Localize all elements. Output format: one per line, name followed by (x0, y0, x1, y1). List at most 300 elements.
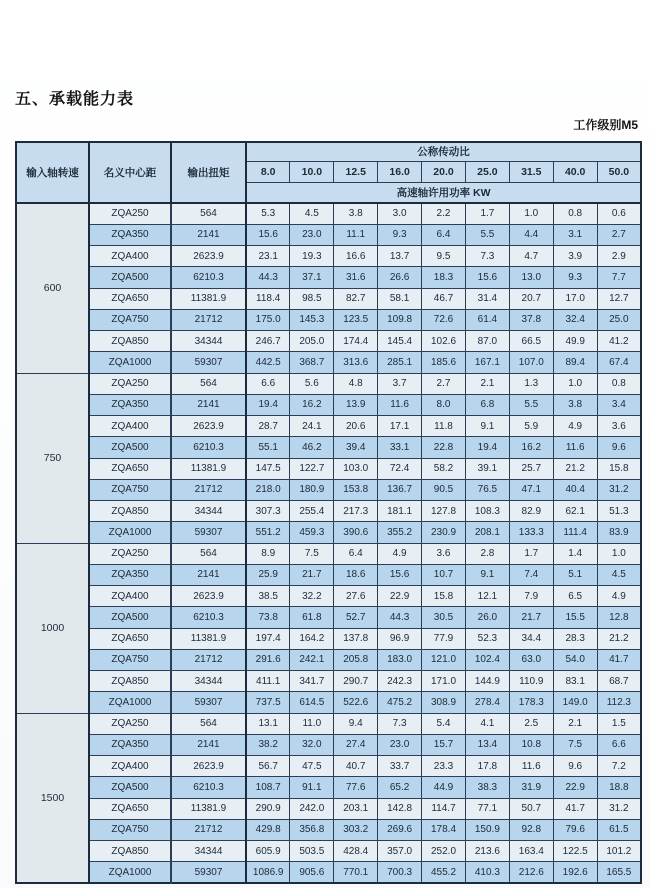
power-value-cell: 180.9 (290, 479, 334, 500)
power-value-cell: 16.6 (334, 246, 378, 267)
power-value-cell: 303.2 (334, 819, 378, 840)
power-value-cell: 58.2 (422, 458, 466, 479)
power-value-cell: 213.6 (465, 841, 509, 862)
power-value-cell: 8.9 (246, 543, 290, 564)
power-value-cell: 6.4 (334, 543, 378, 564)
power-value-cell: 3.6 (597, 416, 641, 437)
power-value-cell: 33.7 (378, 756, 422, 777)
power-value-cell: 16.2 (509, 437, 553, 458)
output-torque-cell: 21712 (171, 649, 246, 670)
power-value-cell: 181.1 (378, 501, 422, 522)
power-value-cell: 22.9 (378, 586, 422, 607)
model-cell: ZQA750 (89, 819, 171, 840)
power-value-cell: 2.5 (509, 713, 553, 734)
power-value-cell: 72.6 (422, 309, 466, 330)
power-value-cell: 308.9 (422, 692, 466, 713)
power-value-cell: 58.1 (378, 288, 422, 309)
power-value-cell: 17.0 (553, 288, 597, 309)
model-cell: ZQA1000 (89, 862, 171, 883)
power-value-cell: 49.9 (553, 331, 597, 352)
power-value-cell: 32.2 (290, 586, 334, 607)
power-value-cell: 218.0 (246, 479, 290, 500)
power-value-cell: 9.3 (378, 224, 422, 245)
table-row (16, 373, 641, 394)
power-value-cell: 4.9 (378, 543, 422, 564)
power-value-cell: 411.1 (246, 671, 290, 692)
power-value-cell: 10.7 (422, 564, 466, 585)
power-value-cell: 291.6 (246, 649, 290, 670)
output-torque-cell: 21712 (171, 819, 246, 840)
table-row (16, 649, 641, 670)
power-value-cell: 18.8 (597, 777, 641, 798)
power-value-cell: 5.5 (509, 394, 553, 415)
power-value-cell: 9.1 (465, 564, 509, 585)
header-output-torque: 输出扭矩 (171, 142, 246, 203)
power-value-cell: 127.8 (422, 501, 466, 522)
output-torque-cell: 2623.9 (171, 586, 246, 607)
table-row (16, 756, 641, 777)
power-value-cell: 307.3 (246, 501, 290, 522)
power-value-cell: 5.5 (465, 224, 509, 245)
table-row (16, 352, 641, 373)
power-value-cell: 109.8 (378, 309, 422, 330)
output-torque-cell: 59307 (171, 692, 246, 713)
power-value-cell: 0.8 (597, 373, 641, 394)
power-value-cell: 3.8 (553, 394, 597, 415)
power-value-cell: 203.1 (334, 798, 378, 819)
power-value-cell: 122.7 (290, 458, 334, 479)
power-value-cell: 41.7 (553, 798, 597, 819)
output-torque-cell: 564 (171, 713, 246, 734)
ratio-header-cell: 50.0 (597, 161, 641, 182)
power-value-cell: 1.0 (553, 373, 597, 394)
model-cell: ZQA650 (89, 458, 171, 479)
power-value-cell: 122.5 (553, 841, 597, 862)
power-value-cell: 63.0 (509, 649, 553, 670)
ratio-header-cell: 31.5 (509, 161, 553, 182)
power-value-cell: 163.4 (509, 841, 553, 862)
power-value-cell: 68.7 (597, 671, 641, 692)
power-value-cell: 102.6 (422, 331, 466, 352)
power-value-cell: 26.6 (378, 267, 422, 288)
power-value-cell: 905.6 (290, 862, 334, 883)
power-value-cell: 47.1 (509, 479, 553, 500)
power-value-cell: 0.6 (597, 203, 641, 224)
power-value-cell: 178.3 (509, 692, 553, 713)
power-value-cell: 183.0 (378, 649, 422, 670)
power-value-cell: 15.8 (422, 586, 466, 607)
model-cell: ZQA650 (89, 288, 171, 309)
output-torque-cell: 6210.3 (171, 267, 246, 288)
power-value-cell: 15.6 (465, 267, 509, 288)
power-value-cell: 39.1 (465, 458, 509, 479)
power-value-cell: 136.7 (378, 479, 422, 500)
power-value-cell: 98.5 (290, 288, 334, 309)
power-value-cell: 87.0 (465, 331, 509, 352)
output-torque-cell: 2141 (171, 394, 246, 415)
power-value-cell: 133.3 (509, 522, 553, 543)
output-torque-cell: 2623.9 (171, 246, 246, 267)
power-value-cell: 108.3 (465, 501, 509, 522)
model-cell: ZQA850 (89, 841, 171, 862)
power-value-cell: 217.3 (334, 501, 378, 522)
power-value-cell: 23.1 (246, 246, 290, 267)
table-row (16, 309, 641, 330)
power-value-cell: 442.5 (246, 352, 290, 373)
power-value-cell: 123.5 (334, 309, 378, 330)
power-value-cell: 4.7 (509, 246, 553, 267)
table-row (16, 394, 641, 415)
power-value-cell: 40.4 (553, 479, 597, 500)
power-value-cell: 6.6 (246, 373, 290, 394)
power-value-cell: 25.0 (597, 309, 641, 330)
output-torque-cell: 59307 (171, 522, 246, 543)
power-value-cell: 28.7 (246, 416, 290, 437)
model-cell: ZQA1000 (89, 522, 171, 543)
power-value-cell: 7.2 (597, 756, 641, 777)
power-value-cell: 39.4 (334, 437, 378, 458)
power-value-cell: 9.6 (597, 437, 641, 458)
power-value-cell: 2.1 (465, 373, 509, 394)
power-value-cell: 7.3 (465, 246, 509, 267)
output-torque-cell: 6210.3 (171, 777, 246, 798)
output-torque-cell: 6210.3 (171, 437, 246, 458)
power-value-cell: 737.5 (246, 692, 290, 713)
power-value-cell: 4.1 (465, 713, 509, 734)
power-value-cell: 285.1 (378, 352, 422, 373)
power-value-cell: 341.7 (290, 671, 334, 692)
power-value-cell: 15.7 (422, 734, 466, 755)
table-row (16, 288, 641, 309)
power-value-cell: 40.7 (334, 756, 378, 777)
power-value-cell: 82.7 (334, 288, 378, 309)
model-cell: ZQA1000 (89, 692, 171, 713)
power-value-cell: 107.0 (509, 352, 553, 373)
power-value-cell: 290.9 (246, 798, 290, 819)
table-row (16, 671, 641, 692)
ratio-header-cell: 12.5 (334, 161, 378, 182)
ratio-header-cell: 40.0 (553, 161, 597, 182)
power-value-cell: 118.4 (246, 288, 290, 309)
power-value-cell: 15.5 (553, 607, 597, 628)
power-value-cell: 67.4 (597, 352, 641, 373)
power-value-cell: 56.7 (246, 756, 290, 777)
power-value-cell: 2.8 (465, 543, 509, 564)
power-value-cell: 82.9 (509, 501, 553, 522)
power-value-cell: 197.4 (246, 628, 290, 649)
power-value-cell: 44.3 (246, 267, 290, 288)
power-value-cell: 22.9 (553, 777, 597, 798)
power-value-cell: 102.4 (465, 649, 509, 670)
model-cell: ZQA350 (89, 734, 171, 755)
power-value-cell: 8.0 (422, 394, 466, 415)
table-row (16, 862, 641, 883)
power-value-cell: 6.6 (597, 734, 641, 755)
header-center-distance: 名义中心距 (89, 142, 171, 203)
power-value-cell: 1.4 (553, 543, 597, 564)
power-value-cell: 54.0 (553, 649, 597, 670)
model-cell: ZQA250 (89, 713, 171, 734)
table-row (16, 437, 641, 458)
power-value-cell: 142.8 (378, 798, 422, 819)
power-value-cell: 31.6 (334, 267, 378, 288)
power-value-cell: 503.5 (290, 841, 334, 862)
power-value-cell: 9.3 (553, 267, 597, 288)
power-value-cell: 175.0 (246, 309, 290, 330)
power-value-cell: 255.4 (290, 501, 334, 522)
input-speed-cell: 1500 (16, 713, 89, 883)
table-row (16, 777, 641, 798)
power-value-cell: 700.3 (378, 862, 422, 883)
power-value-cell: 32.4 (553, 309, 597, 330)
power-value-cell: 12.8 (597, 607, 641, 628)
power-value-cell: 144.9 (465, 671, 509, 692)
power-value-cell: 1.5 (597, 713, 641, 734)
page-title: 五、承载能力表 (15, 91, 135, 108)
power-value-cell: 91.1 (290, 777, 334, 798)
power-value-cell: 7.3 (378, 713, 422, 734)
power-value-cell: 19.4 (465, 437, 509, 458)
power-value-cell: 38.3 (465, 777, 509, 798)
power-value-cell: 205.8 (334, 649, 378, 670)
power-value-cell: 41.7 (597, 649, 641, 670)
power-value-cell: 11.0 (290, 713, 334, 734)
output-torque-cell: 11381.9 (171, 798, 246, 819)
power-value-cell: 13.7 (378, 246, 422, 267)
power-value-cell: 355.2 (378, 522, 422, 543)
power-value-cell: 153.8 (334, 479, 378, 500)
power-value-cell: 212.6 (509, 862, 553, 883)
power-value-cell: 79.6 (553, 819, 597, 840)
table-row (16, 543, 641, 564)
power-value-cell: 21.7 (509, 607, 553, 628)
table-row (16, 224, 641, 245)
table-row (16, 331, 641, 352)
power-value-cell: 11.8 (422, 416, 466, 437)
power-value-cell: 410.3 (465, 862, 509, 883)
header-power-note: 高速轴许用功率 KW (246, 182, 641, 203)
power-value-cell: 5.6 (290, 373, 334, 394)
power-value-cell: 37.8 (509, 309, 553, 330)
output-torque-cell: 11381.9 (171, 458, 246, 479)
table-row (16, 564, 641, 585)
power-value-cell: 92.8 (509, 819, 553, 840)
power-value-cell: 17.8 (465, 756, 509, 777)
model-cell: ZQA500 (89, 437, 171, 458)
power-value-cell: 46.7 (422, 288, 466, 309)
power-value-cell: 137.8 (334, 628, 378, 649)
header-input-speed: 输入轴转速 (16, 142, 89, 203)
power-value-cell: 23.0 (290, 224, 334, 245)
model-cell: ZQA400 (89, 416, 171, 437)
power-value-cell: 11.1 (334, 224, 378, 245)
power-value-cell: 25.7 (509, 458, 553, 479)
table-row (16, 607, 641, 628)
table-row (16, 586, 641, 607)
power-value-cell: 3.7 (378, 373, 422, 394)
power-value-cell: 24.1 (290, 416, 334, 437)
power-value-cell: 3.8 (334, 203, 378, 224)
power-value-cell: 23.3 (422, 756, 466, 777)
power-value-cell: 11.6 (378, 394, 422, 415)
power-value-cell: 19.3 (290, 246, 334, 267)
model-cell: ZQA350 (89, 564, 171, 585)
ratio-header-cell: 20.0 (422, 161, 466, 182)
power-value-cell: 7.5 (553, 734, 597, 755)
power-value-cell: 11.6 (553, 437, 597, 458)
power-value-cell: 7.5 (290, 543, 334, 564)
power-value-cell: 27.6 (334, 586, 378, 607)
power-value-cell: 2.2 (422, 203, 466, 224)
power-value-cell: 20.6 (334, 416, 378, 437)
input-speed-cell: 750 (16, 373, 89, 543)
power-value-cell: 145.4 (378, 331, 422, 352)
power-value-cell: 242.1 (290, 649, 334, 670)
power-value-cell: 62.1 (553, 501, 597, 522)
power-value-cell: 101.2 (597, 841, 641, 862)
power-value-cell: 1.0 (597, 543, 641, 564)
power-value-cell: 23.0 (378, 734, 422, 755)
header-nominal-ratio: 公称传动比 (246, 142, 641, 161)
power-value-cell: 171.0 (422, 671, 466, 692)
power-value-cell: 4.9 (553, 416, 597, 437)
table-row (16, 458, 641, 479)
power-value-cell: 13.9 (334, 394, 378, 415)
ratio-header-cell: 16.0 (378, 161, 422, 182)
power-value-cell: 147.5 (246, 458, 290, 479)
table-row (16, 819, 641, 840)
power-value-cell: 77.9 (422, 628, 466, 649)
power-value-cell: 5.1 (553, 564, 597, 585)
table-row (16, 734, 641, 755)
power-value-cell: 110.9 (509, 671, 553, 692)
power-value-cell: 290.7 (334, 671, 378, 692)
power-value-cell: 3.1 (553, 224, 597, 245)
power-value-cell: 269.6 (378, 819, 422, 840)
table-row (16, 713, 641, 734)
table-body (16, 203, 641, 883)
table-row (16, 479, 641, 500)
model-cell: ZQA850 (89, 671, 171, 692)
power-value-cell: 9.6 (553, 756, 597, 777)
power-value-cell: 17.1 (378, 416, 422, 437)
power-value-cell: 111.4 (553, 522, 597, 543)
model-cell: ZQA750 (89, 309, 171, 330)
table-row (16, 628, 641, 649)
load-capacity-table (15, 141, 642, 884)
output-torque-cell: 34344 (171, 671, 246, 692)
ratio-header-cell: 10.0 (290, 161, 334, 182)
power-value-cell: 368.7 (290, 352, 334, 373)
power-value-cell: 4.8 (334, 373, 378, 394)
power-value-cell: 149.0 (553, 692, 597, 713)
output-torque-cell: 2623.9 (171, 756, 246, 777)
power-value-cell: 21.7 (290, 564, 334, 585)
model-cell: ZQA750 (89, 479, 171, 500)
model-cell: ZQA650 (89, 628, 171, 649)
power-value-cell: 31.9 (509, 777, 553, 798)
output-torque-cell: 59307 (171, 352, 246, 373)
output-torque-cell: 11381.9 (171, 628, 246, 649)
power-value-cell: 52.7 (334, 607, 378, 628)
table-row (16, 246, 641, 267)
model-cell: ZQA850 (89, 501, 171, 522)
power-value-cell: 19.4 (246, 394, 290, 415)
power-value-cell: 208.1 (465, 522, 509, 543)
power-value-cell: 356.8 (290, 819, 334, 840)
power-value-cell: 77.1 (465, 798, 509, 819)
power-value-cell: 18.6 (334, 564, 378, 585)
power-value-cell: 77.6 (334, 777, 378, 798)
power-value-cell: 4.5 (597, 564, 641, 585)
power-value-cell: 12.7 (597, 288, 641, 309)
power-value-cell: 192.6 (553, 862, 597, 883)
output-torque-cell: 59307 (171, 862, 246, 883)
power-value-cell: 83.9 (597, 522, 641, 543)
power-value-cell: 7.9 (509, 586, 553, 607)
model-cell: ZQA250 (89, 373, 171, 394)
power-value-cell: 83.1 (553, 671, 597, 692)
power-value-cell: 44.9 (422, 777, 466, 798)
power-value-cell: 27.4 (334, 734, 378, 755)
power-value-cell: 246.7 (246, 331, 290, 352)
output-torque-cell: 11381.9 (171, 288, 246, 309)
power-value-cell: 26.0 (465, 607, 509, 628)
power-value-cell: 90.5 (422, 479, 466, 500)
power-value-cell: 455.2 (422, 862, 466, 883)
work-grade-label: 工作级别M5 (573, 118, 638, 132)
power-value-cell: 178.4 (422, 819, 466, 840)
power-value-cell: 9.5 (422, 246, 466, 267)
table-row (16, 267, 641, 288)
table-row (16, 501, 641, 522)
power-value-cell: 9.4 (334, 713, 378, 734)
power-value-cell: 5.4 (422, 713, 466, 734)
power-value-cell: 73.8 (246, 607, 290, 628)
power-value-cell: 25.9 (246, 564, 290, 585)
power-value-cell: 108.7 (246, 777, 290, 798)
model-cell: ZQA250 (89, 203, 171, 224)
power-value-cell: 459.3 (290, 522, 334, 543)
power-value-cell: 44.3 (378, 607, 422, 628)
power-value-cell: 205.0 (290, 331, 334, 352)
power-value-cell: 357.0 (378, 841, 422, 862)
power-value-cell: 13.0 (509, 267, 553, 288)
power-value-cell: 6.5 (553, 586, 597, 607)
power-value-cell: 96.9 (378, 628, 422, 649)
output-torque-cell: 34344 (171, 841, 246, 862)
power-value-cell: 9.1 (465, 416, 509, 437)
power-value-cell: 1.3 (509, 373, 553, 394)
model-cell: ZQA850 (89, 331, 171, 352)
output-torque-cell: 2141 (171, 224, 246, 245)
output-torque-cell: 564 (171, 543, 246, 564)
table-row (16, 416, 641, 437)
output-torque-cell: 21712 (171, 479, 246, 500)
power-value-cell: 50.7 (509, 798, 553, 819)
model-cell: ZQA400 (89, 246, 171, 267)
model-cell: ZQA650 (89, 798, 171, 819)
power-value-cell: 103.0 (334, 458, 378, 479)
power-value-cell: 55.1 (246, 437, 290, 458)
power-value-cell: 37.1 (290, 267, 334, 288)
power-value-cell: 46.2 (290, 437, 334, 458)
input-speed-cell: 1000 (16, 543, 89, 713)
table-header (16, 142, 641, 203)
output-torque-cell: 2141 (171, 564, 246, 585)
power-value-cell: 2.1 (553, 713, 597, 734)
power-value-cell: 38.2 (246, 734, 290, 755)
